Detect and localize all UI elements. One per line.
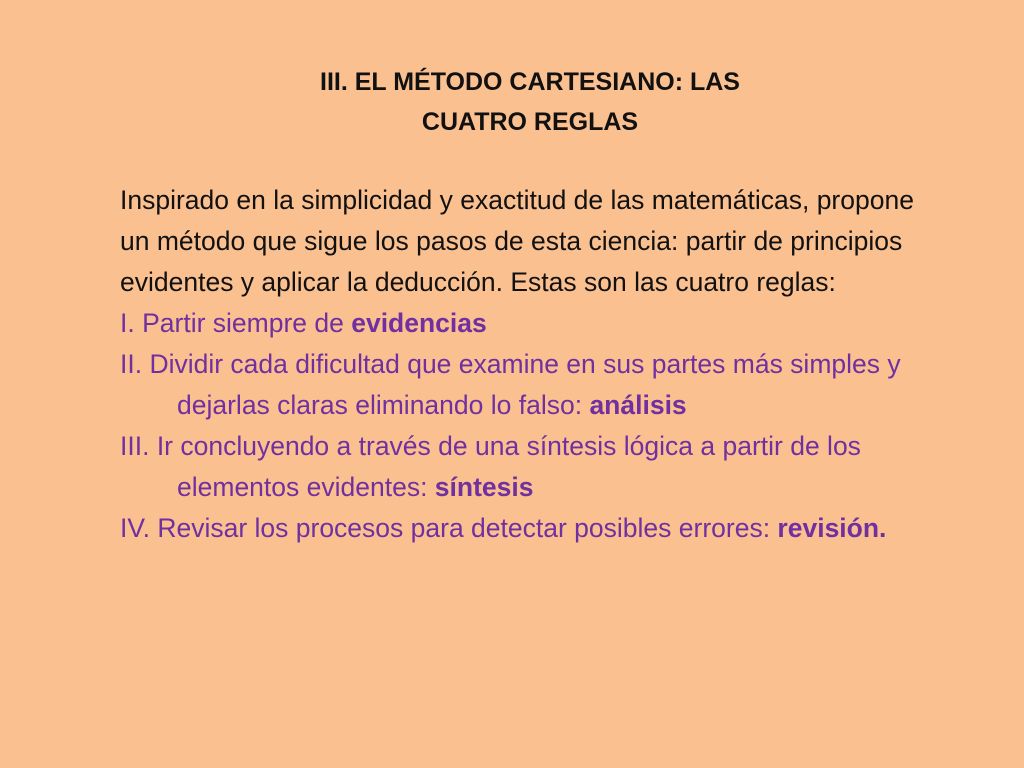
rule-text: IV. Revisar los procesos para detectar posibles errores: [120,513,778,543]
rule-item-3 [120,426,920,508]
slide-title [200,62,860,142]
rule-text: II. Dividir cada dificultad que examine en sus partes más simples y dejarlas claras eliminando lo falso: [120,349,901,420]
slide-body [120,180,920,549]
rule-text: I. Partir siempre de [120,308,352,338]
rule-keyword: revisión. [777,513,887,543]
rule-text: III. Ir concluyendo a través de una síntesis lógica a partir de los elementos evidentes: [120,431,861,502]
rule-keyword: evidencias [351,308,487,338]
rule-keyword: síntesis [434,472,534,502]
rules-list [120,303,920,549]
rule-item-4 [120,508,920,549]
slide-title-line-2: CUATRO REGLAS [421,108,639,136]
rule-item-1 [120,303,920,344]
rule-keyword: análisis [589,390,687,420]
rule-item-2 [120,344,920,426]
intro-paragraph: Inspirado en la simplicidad y exactitud de las matemáticas, propone un método que sigue los pasos de esta ciencia: partir de principios evidentes y aplicar la deducción. Estas son las cuatro reglas: [120,185,914,297]
slide-title-line-1: III. EL MÉTODO CARTESIANO: LAS [320,68,740,96]
